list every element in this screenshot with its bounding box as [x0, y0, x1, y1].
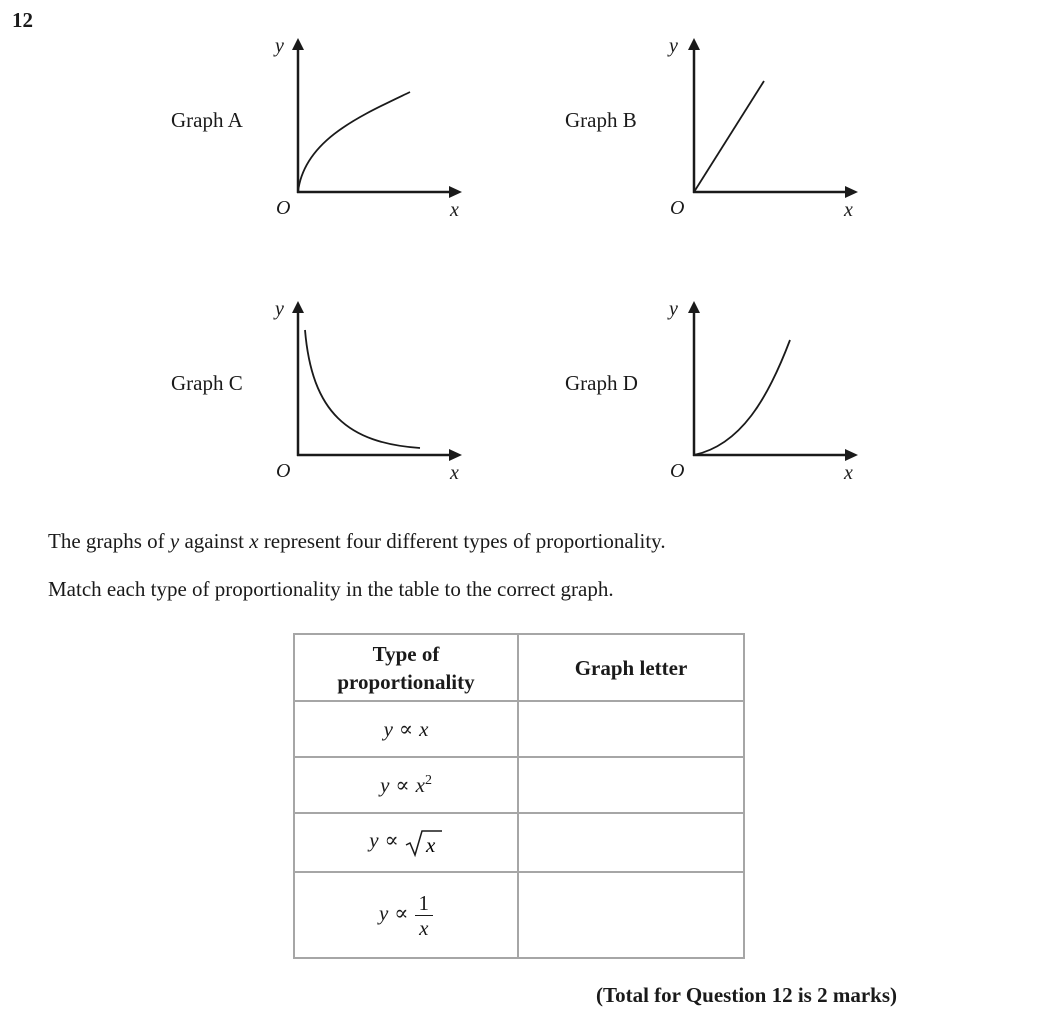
header-type-line2: proportionality	[337, 669, 475, 694]
proportionality-y-prop-x-squared	[294, 757, 518, 813]
instruction-line-1	[48, 529, 666, 554]
header-type-line1: Type of	[372, 641, 440, 666]
graph-d	[656, 293, 866, 488]
header-type	[294, 634, 518, 701]
x-axis-arrowhead	[449, 449, 462, 461]
graph-c-label: Graph C	[171, 371, 243, 395]
x-axis-label: x	[450, 199, 459, 221]
var-x: x	[249, 529, 259, 553]
table-row	[294, 813, 744, 872]
origin-label: O	[276, 460, 291, 482]
x-axis-arrowhead	[845, 186, 858, 198]
x-axis-arrowhead	[845, 449, 858, 461]
curve-linear	[694, 81, 764, 192]
answer-cell[interactable]	[518, 813, 744, 872]
var-y: y	[169, 529, 180, 553]
graph-b-label: Graph B	[565, 108, 637, 132]
answer-cell[interactable]	[518, 757, 744, 813]
y-axis-arrowhead	[292, 38, 304, 50]
table-row	[294, 872, 744, 958]
y-axis-arrowhead	[292, 301, 304, 313]
origin-label: O	[670, 460, 685, 482]
y-axis-label: y	[275, 35, 284, 57]
origin-label: O	[670, 197, 685, 219]
var-y: y	[378, 900, 389, 925]
total-marks: (Total for Question 12 is 2 marks)	[596, 983, 898, 1007]
var-x: x	[425, 832, 436, 857]
instruction-line-2: Match each type of proportionality in the table to the correct graph.	[48, 577, 614, 601]
denominator: x	[419, 915, 429, 940]
text-part: against	[179, 529, 250, 553]
y-axis-label: y	[669, 298, 678, 320]
x-axis-label: x	[844, 462, 853, 484]
graph-c	[260, 293, 470, 488]
header-graph-letter: Graph letter	[518, 634, 744, 701]
var-x: x	[419, 716, 429, 741]
proportionality-y-prop-one-over-x	[294, 872, 518, 958]
x-axis-arrowhead	[449, 186, 462, 198]
proportionality-table	[293, 633, 745, 959]
curve-square-root	[298, 92, 410, 192]
x-axis-label: x	[844, 199, 853, 221]
answer-cell[interactable]	[518, 872, 744, 958]
var-y: y	[369, 828, 379, 853]
text-part: represent four different types of proportionality.	[258, 529, 666, 553]
y-axis-label: y	[275, 298, 284, 320]
origin-label: O	[276, 197, 291, 219]
var-y: y	[383, 716, 393, 741]
exponent: 2	[424, 772, 432, 788]
proportional-symbol: ∝	[384, 828, 399, 853]
text-part: The graphs of	[48, 529, 170, 553]
y-axis-label: y	[669, 35, 678, 57]
table-row	[294, 701, 744, 757]
x-axis-label: x	[450, 462, 459, 484]
y-axis-arrowhead	[688, 301, 700, 313]
curve-quadratic	[694, 340, 790, 455]
proportional-symbol: ∝	[398, 716, 414, 741]
curve-reciprocal	[305, 330, 420, 448]
graph-a-label: Graph A	[171, 108, 243, 132]
table-row	[294, 757, 744, 813]
answer-cell[interactable]	[518, 701, 744, 757]
fraction	[415, 891, 434, 940]
graph-b	[656, 30, 866, 225]
question-number: 12	[12, 8, 33, 32]
numerator: 1	[415, 891, 434, 916]
proportionality-y-prop-x	[294, 701, 518, 757]
proportional-symbol: ∝	[394, 900, 409, 925]
y-axis-arrowhead	[688, 38, 700, 50]
proportional-symbol: ∝	[395, 772, 410, 797]
square-root-symbol	[405, 828, 443, 858]
graph-a	[260, 30, 470, 225]
table-header-row	[294, 634, 744, 701]
var-y: y	[380, 772, 390, 797]
proportionality-y-prop-root-x	[294, 813, 518, 872]
var-x: x	[415, 772, 425, 797]
graph-d-label: Graph D	[565, 371, 638, 395]
